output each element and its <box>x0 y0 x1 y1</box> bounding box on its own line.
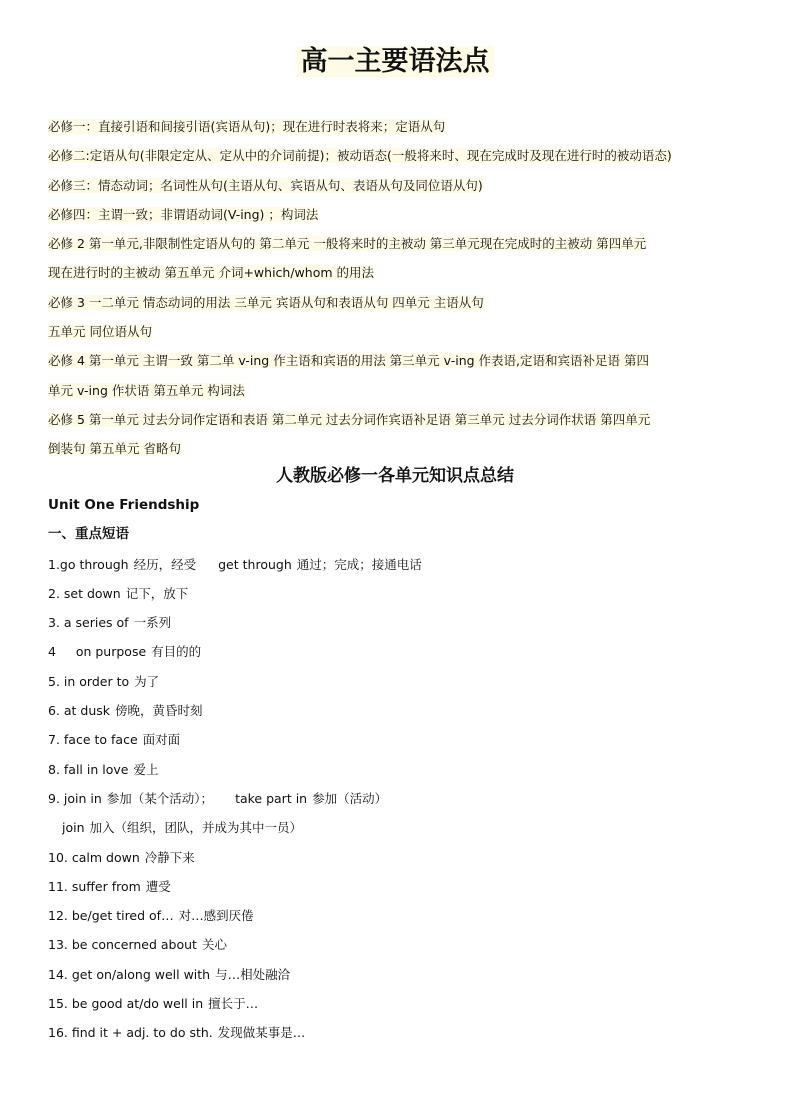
phrase-zh: 为了 <box>134 673 160 689</box>
overview-line <box>48 171 748 200</box>
overview-line <box>48 405 748 434</box>
overview-text: 单元 v-ing 作状语 第五单元 构词法 <box>48 382 245 398</box>
phrase-zh: 与…相处融洽 <box>215 966 291 982</box>
overview-line <box>48 346 748 375</box>
phrase-item <box>48 725 748 754</box>
phrase-en-alt: get through <box>218 556 292 572</box>
phrase-item <box>48 872 748 901</box>
overview-text: 必修 3 一二单元 情态动词的用法 三单元 宾语从句和表语从句 四单元 主语从句 <box>48 294 484 310</box>
phrase-zh-alt: 参加（活动） <box>312 790 388 806</box>
phrase-item <box>48 843 748 872</box>
overview-text: 必修 5 第一单元 过去分词作定语和表语 第二单元 过去分词作宾语补足语 第三单元 过去分词作状语 第四单元 <box>48 411 651 427</box>
overview-line <box>48 317 748 346</box>
overview-line <box>48 434 748 463</box>
overview-text: 必修四：主谓一致；非谓语动词(V-ing) ；构词法 <box>48 206 319 222</box>
phrase-zh: 对…感到厌倦 <box>178 908 254 924</box>
phrase-en: 2. set down <box>48 585 121 601</box>
phrase-zh: 冷静下来 <box>144 849 195 865</box>
overview-text: 倒装句 第五单元 省略句 <box>48 441 181 457</box>
grammar-overview <box>48 112 748 464</box>
phrase-en: 8. fall in love <box>48 761 129 777</box>
phrase-item <box>48 989 748 1018</box>
overview-text: 必修 2 第一单元,非限制性定语从句的 第二单元 一般将来时的主被动 第三单元现在完成时的主被动 第四单元 <box>48 236 647 252</box>
phrase-en: 14. get on/along well with <box>48 966 211 982</box>
overview-text: 五单元 同位语从句 <box>48 324 152 340</box>
overview-text: 必修 4 第一单元 主谓一致 第二单 v-ing 作主语和宾语的用法 第三单元 v-ing 作表语,定语和宾语补足语 第四 <box>48 353 649 369</box>
phrase-zh: 遭受 <box>145 878 171 894</box>
overview-text: 现在进行时的主被动 第五单元 介词+which/whom 的用法 <box>48 265 374 281</box>
phrase-zh-alt: 通过；完成；接通电话 <box>296 556 422 572</box>
overview-text: 必修三：情态动词；名词性从句(主语从句、宾语从句、表语从句及同位语从句) <box>48 177 483 193</box>
phrase-item <box>48 550 748 579</box>
phrase-en: join <box>62 820 85 836</box>
phrase-item <box>48 901 748 930</box>
overview-line <box>48 258 748 287</box>
page-title <box>0 42 790 82</box>
phrase-zh: 爱上 <box>133 761 159 777</box>
phrase-item <box>48 696 748 725</box>
phrase-item <box>48 667 748 696</box>
phrase-zh: 加入（组织，团队，并成为其中一员） <box>89 820 303 836</box>
phrase-en: 6. at dusk <box>48 703 111 719</box>
phrase-zh: 面对面 <box>142 732 181 748</box>
phrase-item <box>48 755 748 784</box>
phrase-en: 3. a series of <box>48 615 129 631</box>
section-title: 人教版必修一各单元知识点总结 <box>276 466 514 486</box>
phrase-item <box>48 608 748 637</box>
phrase-zh: 经历，经受 <box>133 556 197 572</box>
phrase-en: 16. find it + adj. to do sth. <box>48 1025 213 1041</box>
phrase-item <box>48 813 748 842</box>
subheading: 一、重点短语 <box>48 526 129 543</box>
phrase-en: 13. be concerned about <box>48 937 197 953</box>
phrase-item <box>48 784 748 813</box>
overview-line <box>48 112 748 141</box>
phrase-zh: 参加（某个活动）； <box>106 790 214 806</box>
phrase-item <box>48 637 748 666</box>
overview-line <box>48 376 748 405</box>
phrase-zh: 有目的的 <box>151 644 202 660</box>
phrase-item <box>48 960 748 989</box>
overview-line <box>48 288 748 317</box>
phrase-zh: 关心 <box>201 937 227 953</box>
phrase-zh: 傍晚，黄昏时刻 <box>115 703 203 719</box>
phrase-zh: 一系列 <box>133 615 172 631</box>
overview-line <box>48 200 748 229</box>
phrase-zh: 记下，放下 <box>125 585 189 601</box>
unit-title: Unit One Friendship <box>48 497 200 513</box>
phrase-en: 4 on purpose <box>48 644 147 660</box>
phrase-item <box>48 930 748 959</box>
phrase-zh: 发现做某事是… <box>217 1025 306 1041</box>
phrase-en: 1.go through <box>48 556 129 572</box>
phrase-en: 10. calm down <box>48 849 140 865</box>
phrase-en: 15. be good at/do well in <box>48 996 204 1012</box>
page-title-text: 高一主要语法点 <box>297 46 494 77</box>
phrase-en-alt: take part in <box>235 790 308 806</box>
overview-line <box>48 229 748 258</box>
overview-text: 必修二:定语从句(非限定定从、定从中的介词前提)；被动语态(一般将来时、现在完成时及现在进行时的被动语态) <box>48 148 672 164</box>
phrase-en: 12. be/get tired of… <box>48 908 174 924</box>
phrase-en: 7. face to face <box>48 732 138 748</box>
phrase-item <box>48 579 748 608</box>
phrase-en: 9. join in <box>48 790 102 806</box>
phrase-en: 5. in order to <box>48 673 130 689</box>
overview-line <box>48 141 748 170</box>
phrase-item <box>48 1018 748 1047</box>
overview-text: 必修一：直接引语和间接引语(宾语从句)；现在进行时表将来；定语从句 <box>48 119 446 134</box>
phrase-zh: 擅长于… <box>208 996 259 1012</box>
unit-notes <box>48 491 748 1048</box>
phrase-en: 11. suffer from <box>48 878 141 894</box>
